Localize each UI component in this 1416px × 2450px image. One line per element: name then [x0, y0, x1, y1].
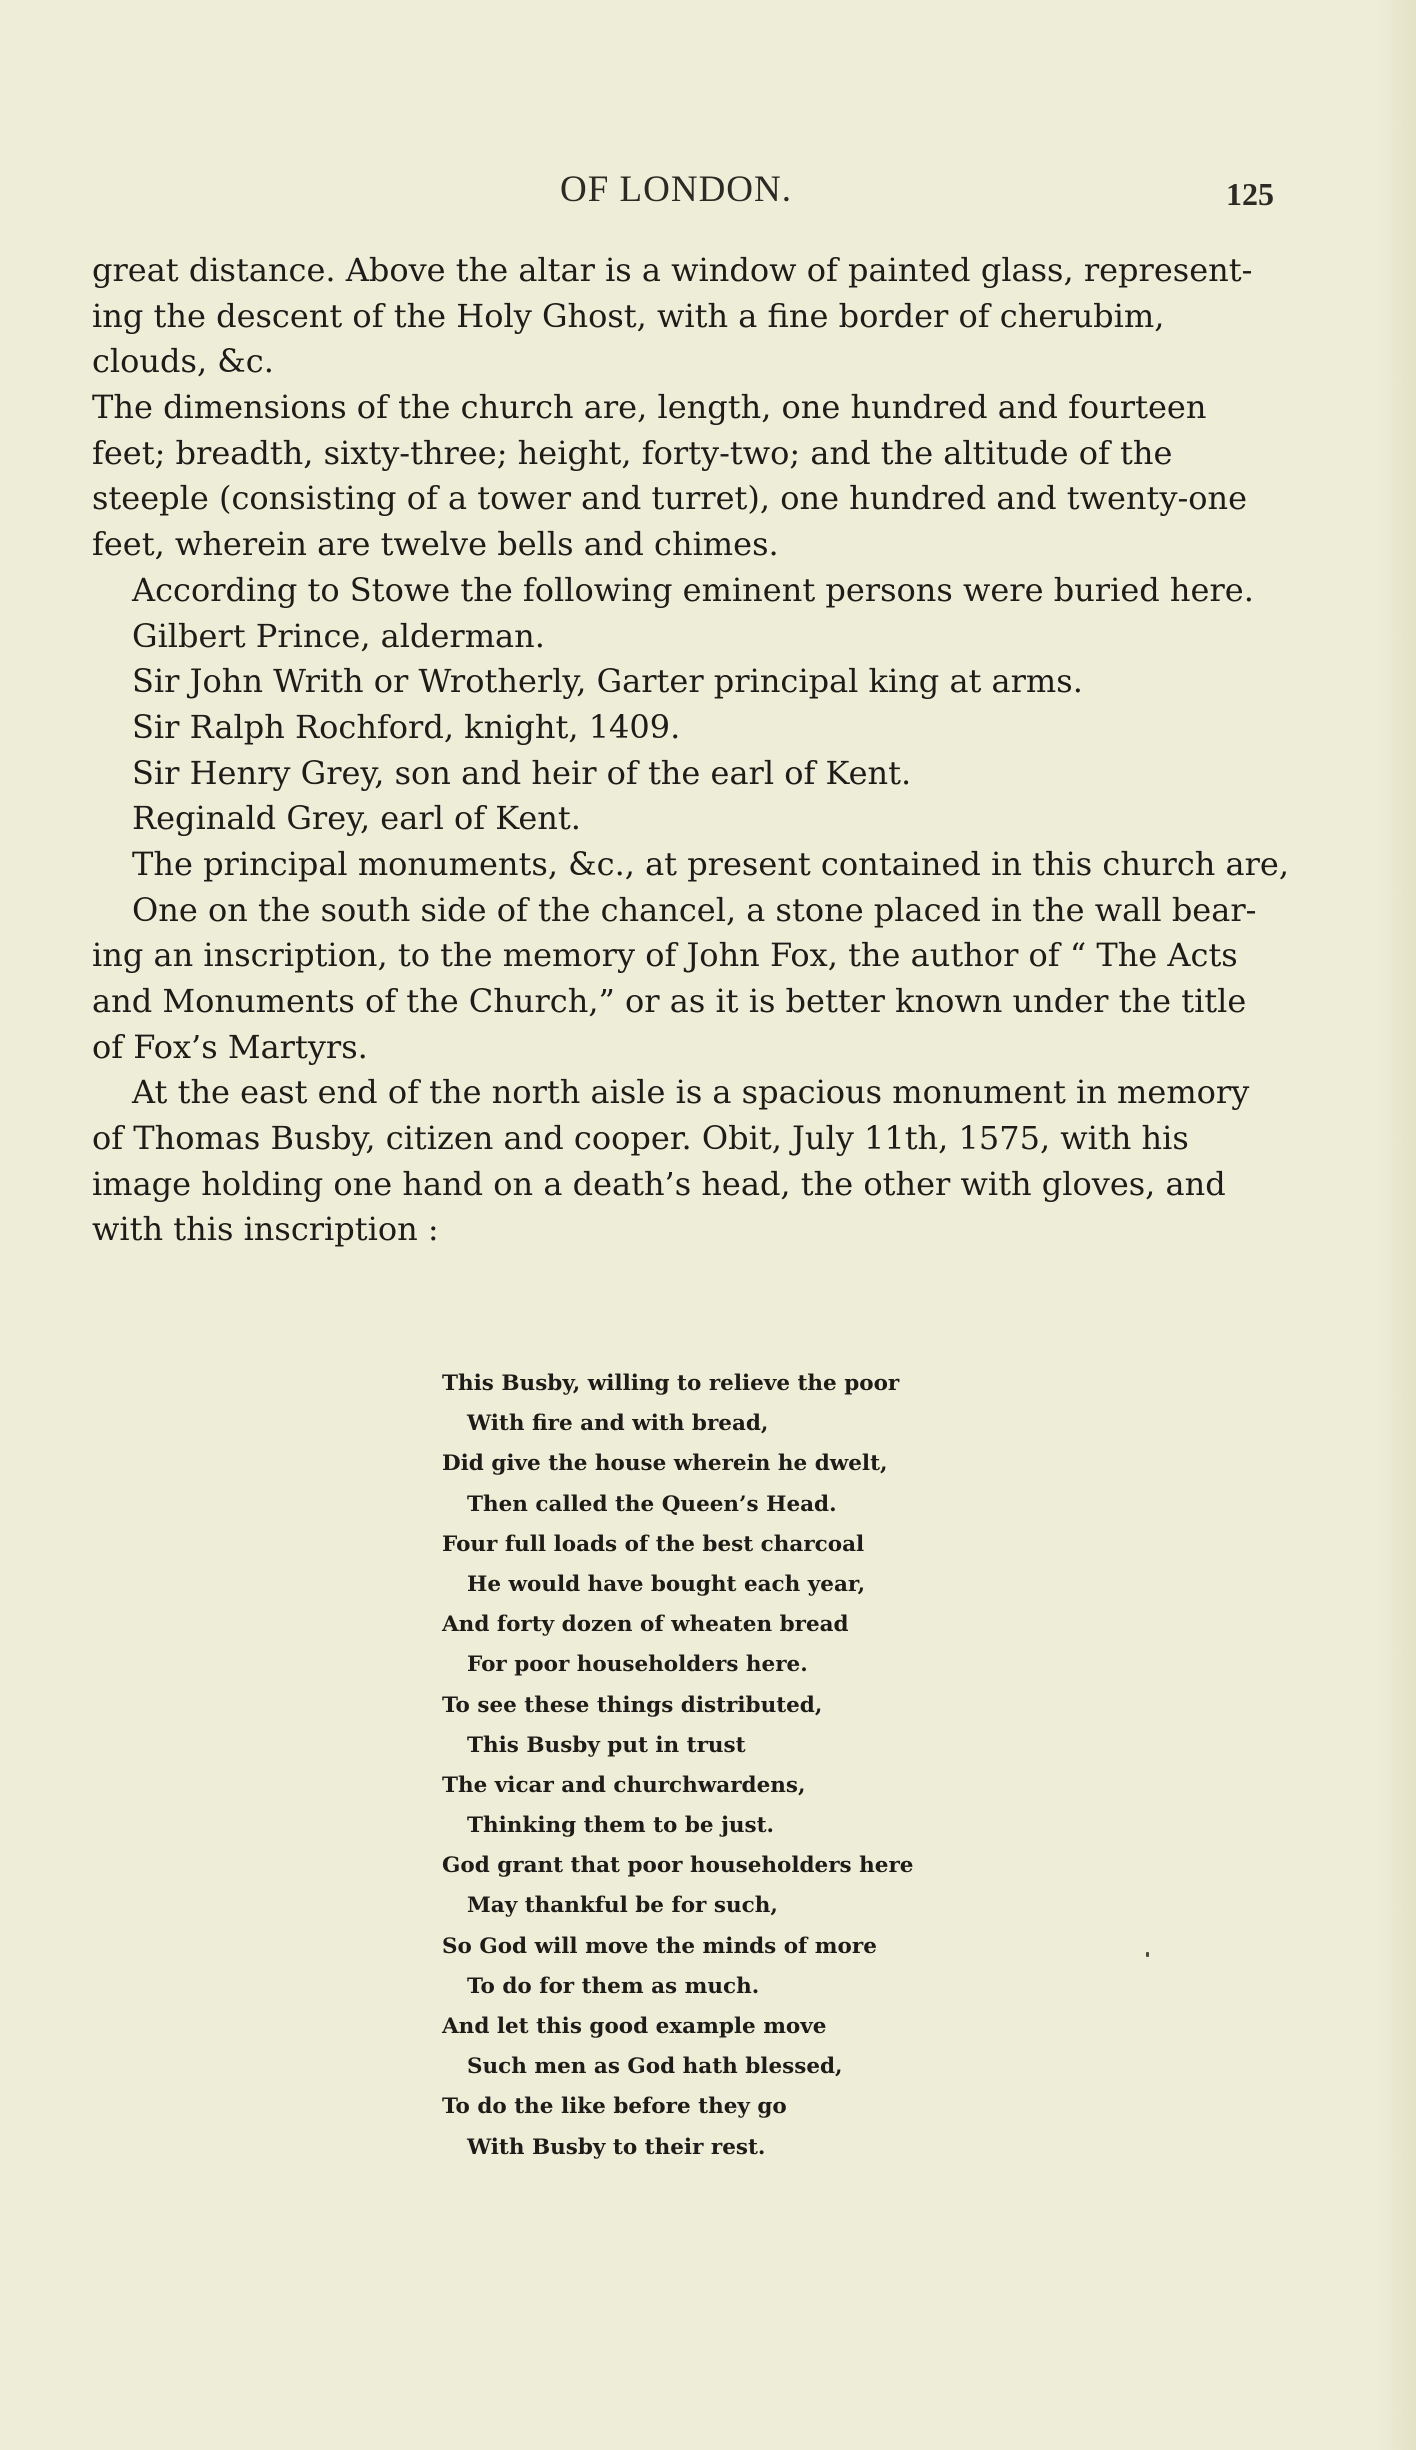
inscription-line: With fire and with bread,	[467, 1411, 769, 1437]
body-line: ing an inscription, to the memory of John Fox, the author of “ The Acts	[92, 936, 1238, 975]
inscription-line: This Busby put in trust	[467, 1732, 746, 1758]
body-line: Gilbert Prince, alderman.	[132, 616, 545, 655]
body-line: One on the south side of the chancel, a stone placed in the wall bear-	[132, 890, 1257, 929]
body-line: steeple (consisting of a tower and turret), one hundred and twenty-one	[92, 479, 1248, 518]
body-line: The principal monuments, &c., at present contained in this church are,	[132, 844, 1290, 883]
body-line: clouds, &c.	[92, 342, 274, 381]
ink-speck	[1146, 1952, 1149, 1957]
body-line: Sir Henry Grey, son and heir of the earl of Kent.	[132, 753, 912, 792]
running-head: OF LONDON.	[560, 169, 792, 210]
body-line: Sir Ralph Rochford, knight, 1409.	[132, 707, 681, 746]
body-line: feet, wherein are twelve bells and chimes.	[92, 525, 779, 564]
body-line: The dimensions of the church are, length, one hundred and fourteen	[92, 388, 1207, 427]
body-line: Reginald Grey, earl of Kent.	[132, 799, 581, 838]
inscription-line: So God will move the minds of more	[442, 1933, 877, 1959]
inscription-line: To do the like before they go	[442, 2094, 787, 2120]
body-line: great distance. Above the altar is a window of painted glass, represent-	[92, 251, 1253, 289]
inscription-line: And let this good example move	[442, 2014, 827, 2039]
body-text	[92, 248, 1290, 1253]
page-edge-shading	[1376, 0, 1416, 2450]
body-line: According to Stowe the following eminent persons were buried here.	[132, 570, 1254, 609]
inscription-poem	[442, 1364, 1142, 2168]
body-line: of Thomas Busby, citizen and cooper. Obit, July 11th, 1575, with his	[92, 1119, 1189, 1158]
body-line: Sir John Writh or Wrotherly, Garter principal king at arms.	[132, 662, 1083, 701]
inscription-line: To see these things distributed,	[442, 1692, 823, 1718]
body-line: and Monuments of the Church,” or as it is better known under the title	[92, 982, 1247, 1020]
inscription-line: Such men as God hath blessed,	[467, 2054, 843, 2080]
body-line: of Fox’s Martyrs.	[92, 1027, 368, 1066]
inscription-line: He would have bought each year,	[467, 1571, 866, 1597]
inscription-line: With Busby to their rest.	[467, 2134, 766, 2160]
inscription-line: To do for them as much.	[467, 1973, 760, 1999]
inscription-line: For poor householders here.	[467, 1652, 808, 1678]
inscription-line: Did give the house wherein he dwelt,	[442, 1451, 888, 1477]
inscription-line: The vicar and churchwardens,	[442, 1772, 806, 1798]
body-line: with this inscription :	[92, 1210, 439, 1249]
body-line: At the east end of the north aisle is a spacious monument in memory	[132, 1073, 1250, 1112]
body-line: feet; breadth, sixty-three; height, forty-two; and the altitude of the	[92, 433, 1173, 472]
body-line: ing the descent of the Holy Ghost, with a fine border of cherubim,	[92, 296, 1165, 335]
page-number: 125	[1226, 176, 1274, 212]
inscription-line: Then called the Queen’s Head.	[467, 1491, 837, 1517]
inscription-line: May thankful be for such,	[467, 1893, 778, 1919]
inscription-line: Four full loads of the best charcoal	[442, 1531, 865, 1557]
inscription-line: And forty dozen of wheaten bread	[442, 1612, 849, 1638]
inscription-line: Thinking them to be just.	[467, 1813, 775, 1839]
body-line: image holding one hand on a death’s head, the other with gloves, and	[92, 1164, 1226, 1203]
inscription-line: This Busby, willing to relieve the poor	[442, 1371, 900, 1396]
inscription-line: God grant that poor householders here	[442, 1853, 914, 1879]
